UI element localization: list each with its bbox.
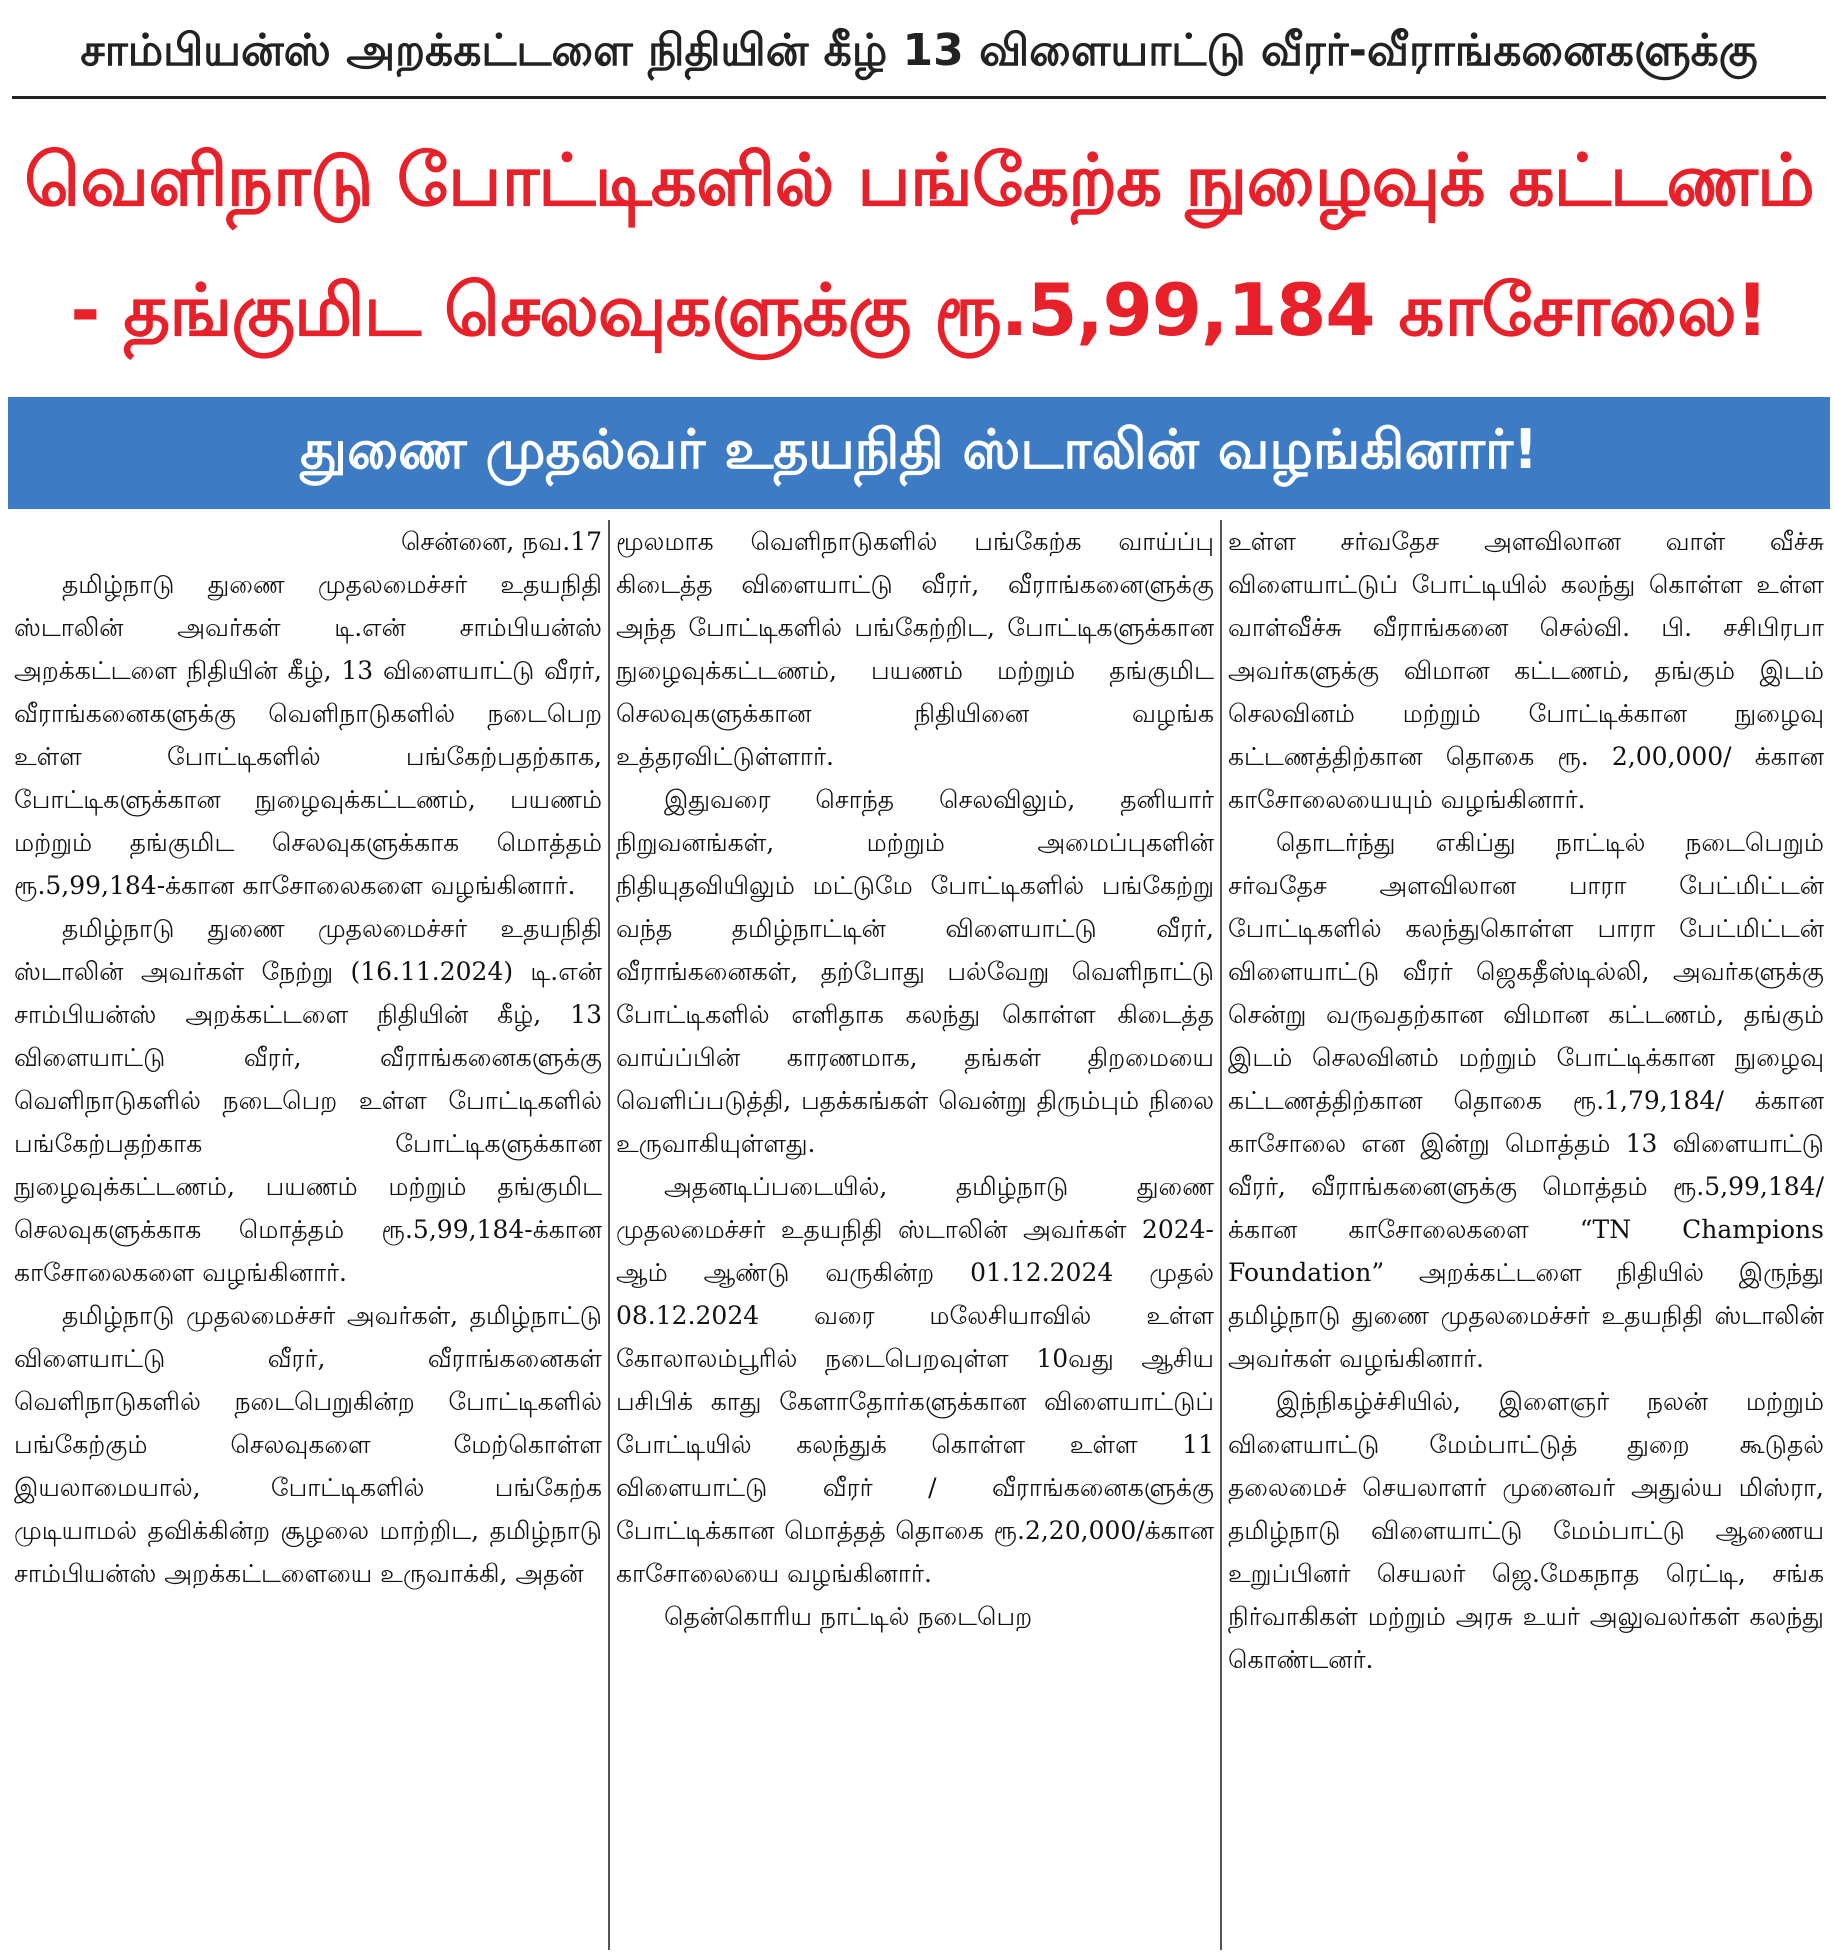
paragraph: மூலமாக வெளிநாடுகளில் பங்கேற்க வாய்ப்பு கிடைத்த விளையாட்டு வீரர், வீராங்கனைளுக்கு அந்த போட்டிகளில் பங்கேற்றிட, போட்டிகளுக்கான நுழைவுக்கட்டணம், பயணம் மற்றும் தங்குமிட செலவுகளுக்கான நிதியினை வழங்க உத்தரவிட்டுள்ளார். (616, 527, 1214, 771)
paragraph: தமிழ்நாடு முதலமைச்சர் அவர்கள், தமிழ்நாட்டு விளையாட்டு வீரர், வீராங்கனைகள் வெளிநாடுகளில் நடைபெறுகின்ற போட்டிகளில் பங்கேற்கும் செலவுகளை மேற்கொள்ள இயலாமையால், போட்டிகளில் பங்கேற்க முடியாமல் தவிக்கின்ற சூழலை மாற்றிட, தமிழ்நாடு சாம்பியன்ஸ் அறக்கட்டளையை உருவாக்கி, அதன் (14, 1301, 602, 1588)
kicker-divider (12, 96, 1826, 99)
subheadline-text: துணை முதல்வர் உதயநிதி ஸ்டாலின் வழங்கினார்! (300, 417, 1538, 481)
article-column-2 (608, 520, 1220, 1950)
paragraph: தமிழ்நாடு துணை முதலமைச்சர் உதயநிதி ஸ்டாலின் அவர்கள் டி.என் சாம்பியன்ஸ் அறக்கட்டளை நிதியின் கீழ், 13 விளையாட்டு வீரர், வீராங்கனைகளுக்கு வெளிநாடுகளில் நடைபெற உள்ள போட்டிகளில் பங்கேற்பதற்காக, போட்டிகளுக்கான நுழைவுக்கட்டணம், பயணம் மற்றும் தங்குமிட செலவுகளுக்காக மொத்தம் ரூ.5,99,184-க்கான காசோலைகளை வழங்கினார். (14, 570, 602, 900)
dateline: சென்னை, நவ.17 (400, 527, 602, 556)
paragraph: தென்கொரிய நாட்டில் நடைபெற (664, 1602, 1033, 1631)
article-column-1 (8, 520, 608, 1950)
article-body (8, 520, 1830, 1950)
paragraph: இதுவரை சொந்த செலவிலும், தனியார் நிறுவனங்கள், மற்றும் அமைப்புகளின் நிதியுதவியிலும் மட்டுமே போட்டிகளில் பங்கேற்று வந்த தமிழ்நாட்டின் விளையாட்டு வீரர், வீராங்கனைகள், தற்போது பல்வேறு வெளிநாட்டு போட்டிகளில் எளிதாக கலந்து கொள்ள கிடைத்த வாய்ப்பின் காரணமாக, தங்கள் திறமையை வெளிப்படுத்தி, பதக்கங்கள் வென்று திரும்பும் நிலை உருவாகியுள்ளது. (616, 785, 1214, 1158)
main-headline-line-2: - தங்குமிட செலவுகளுக்கு ரூ.5,99,184 காசோலை! (70, 268, 1768, 352)
paragraph: உள்ள சர்வதேச அளவிலான வாள் வீச்சு விளையாட்டுப் போட்டியில் கலந்து கொள்ள உள்ள வாள்வீச்சு வீராங்கனை செல்வி. பி. சசிபிரபா அவர்களுக்கு விமான கட்டணம், தங்கும் இடம் செலவினம் மற்றும் போட்டிக்கான நுழைவு கட்டணத்திற்கான தொகை ரூ. 2,00,000/ க்கான காசோலையையும் வழங்கினார். (1228, 527, 1824, 814)
paragraph: அதனடிப்படையில், தமிழ்நாடு துணை முதலமைச்சர் உதயநிதி ஸ்டாலின் அவர்கள் 2024-ஆம் ஆண்டு வருகின்ற 01.12.2024 முதல் 08.12.2024 வரை மலேசியாவில் உள்ள கோலாலம்பூரில் நடைபெறவுள்ள 10வது ஆசிய பசிபிக் காது கேளாதோர்களுக்கான விளையாட்டுப் போட்டியில் கலந்துக் கொள்ள உள்ள 11 விளையாட்டு வீரர் / வீராங்கனைகளுக்கு போட்டிக்கான மொத்தத் தொகை ரூ.2,20,000/க்கான காசோலையை வழங்கினார். (616, 1172, 1214, 1588)
subheadline-banner (8, 397, 1830, 509)
kicker-headline: சாம்பியன்ஸ் அறக்கட்டளை நிதியின் கீழ் 13 விளையாட்டு வீரர்-வீராங்கனைகளுக்கு (80, 25, 1758, 76)
paragraph: தொடர்ந்து எகிப்து நாட்டில் நடைபெறும் சர்வதேச அளவிலான பாரா பேட்மிட்டன் போட்டிகளில் கலந்துகொள்ள பாரா பேட்மிட்டன் விளையாட்டு வீரர் ஜெகதீஸ்டில்லி, அவர்களுக்கு சென்று வருவதற்கான விமான கட்டணம், தங்கும் இடம் செலவினம் மற்றும் போட்டிக்கான நுழைவு கட்டணத்திற்கான தொகை ரூ.1,79,184/ க்கான காசோலை என இன்று மொத்தம் 13 விளையாட்டு வீரர், வீராங்கனைளுக்கு மொத்தம் ரூ.5,99,184/க்கான காசோலைகளை “TN Champions Foundation” அறக்கட்டளை நிதியில் இருந்து தமிழ்நாடு துணை முதலமைச்சர் உதயநிதி ஸ்டாலின் அவர்கள் வழங்கினார். (1228, 828, 1824, 1373)
main-headline-line-1: வெளிநாடு போட்டிகளில் பங்கேற்க நுழைவுக் கட்டணம் (24, 138, 1814, 222)
paragraph: தமிழ்நாடு துணை முதலமைச்சர் உதயநிதி ஸ்டாலின் அவர்கள் நேற்று (16.11.2024) டி.என் சாம்பியன்ஸ் அறக்கட்டளை நிதியின் கீழ், 13 விளையாட்டு வீரர், வீராங்கனைகளுக்கு வெளிநாடுகளில் நடைபெற உள்ள போட்டிகளில் பங்கேற்பதற்காக போட்டிகளுக்கான நுழைவுக்கட்டணம், பயணம் மற்றும் தங்குமிட செலவுகளுக்காக மொத்தம் ரூ.5,99,184-க்கான காசோலைகளை வழங்கினார். (14, 914, 602, 1287)
paragraph: இந்நிகழ்ச்சியில், இளைஞர் நலன் மற்றும் விளையாட்டு மேம்பாட்டுத் துறை கூடுதல் தலைமைச் செயலாளர் முனைவர் அதுல்ய மிஸ்ரா, தமிழ்நாடு விளையாட்டு மேம்பாட்டு ஆணைய உறுப்பினர் செயலர் ஜெ.மேகநாத ரெட்டி, சங்க நிர்வாகிகள் மற்றும் அரசு உயர் அலுவலர்கள் கலந்து கொண்டனர். (1228, 1387, 1824, 1674)
article-column-3 (1220, 520, 1830, 1950)
